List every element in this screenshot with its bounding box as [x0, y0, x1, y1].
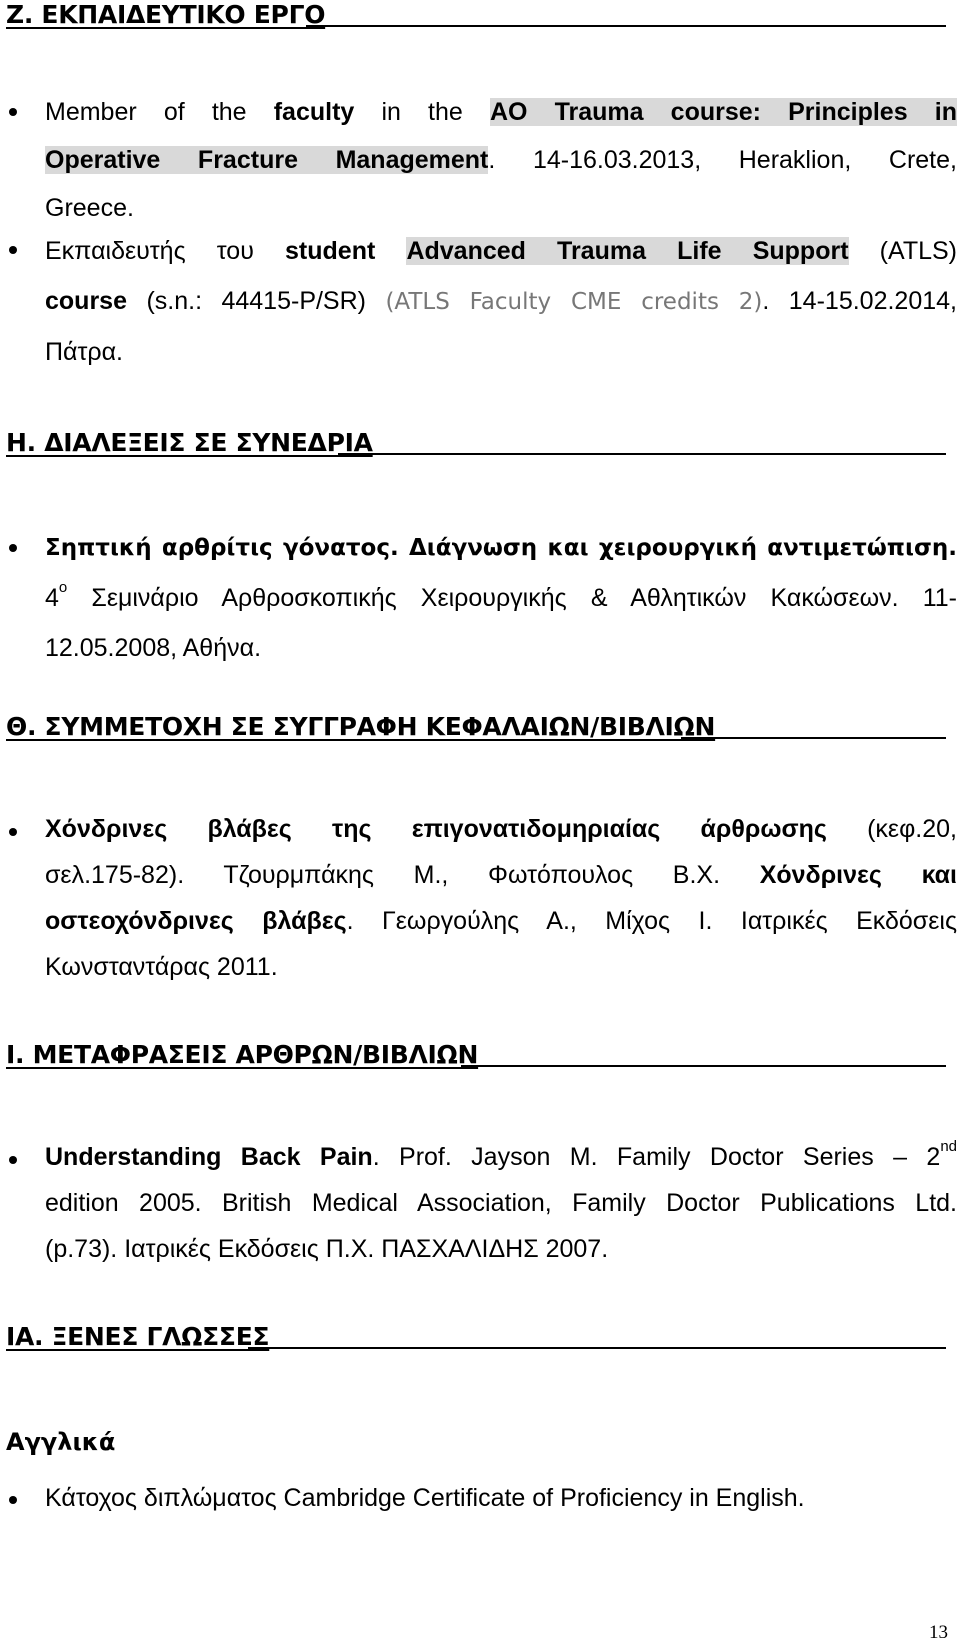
- page-number: 13: [929, 1622, 948, 1643]
- bullet: [9, 544, 17, 552]
- bullet: [9, 1496, 17, 1504]
- section-heading-th: Θ. ΣΥΜΜΕΤΟΧΗ ΣΕ ΣΥΓΓΡΑΦΗ ΚΕΦΑΛΑΙΩΝ/ΒΙΒΛΙΩΝ: [6, 712, 946, 741]
- heading-rule: [248, 1347, 946, 1349]
- section-heading-z: Ζ. ΕΚΠΑΙΔΕΥΤΙΚΟ ΕΡΓΟ: [6, 0, 946, 29]
- list-item-lecture: Σηπτική αρθρίτις γόνατος. Διάγνωση και χειρουργική αντιμετώπιση. $4^o$ Σεμινάριο Αρθροσκοπικής Χειρουργικής & Αθλητικών Κακώσεων. 11- 12.05.2008, Αθήνα.: [45, 535, 957, 662]
- bullet: [9, 828, 17, 836]
- list-item-translation: Understanding Back Pain. Prof. Jayson M. Family Doctor Series – 2nd edition 2005. British Medical Association, Family Doctor Publications Ltd. (p.73). Ιατρικές Εκδόσεις Π.Χ. ΠΑΣΧΑΛΙΔΗΣ 2007.: [45, 1138, 957, 1263]
- section-heading-ia: ΙΑ. ΞΕΝΕΣ ΓΛΩΣΣΕΣ: [6, 1322, 946, 1351]
- section-heading-i: Ι. ΜΕΤΑΦΡΑΣΕΙΣ ΑΡΘΡΩΝ/ΒΙΒΛΙΩΝ: [6, 1040, 946, 1069]
- bullet: [9, 108, 17, 116]
- bullet: [9, 1156, 17, 1164]
- heading-rule: [461, 1065, 946, 1067]
- list-item-ao-course: Member of the faculty in the AO Trauma course: Principles in Operative Fracture Management. 14-16.03.2013, Heraklion, Crete, Greece.: [45, 98, 957, 222]
- heading-rule: [306, 25, 946, 27]
- list-item-english: Κάτοχος διπλώματος Cambridge Certificate of Proficiency in English.: [45, 1484, 805, 1512]
- heading-rule: [338, 453, 946, 455]
- list-item-atls: Εκπαιδευτής του student Advanced Trauma Life Support (ATLS) course (s.n.: 44415-P/SR) (ATLS Faculty CME credits 2). 14-15.02.2014, Πάτρα.: [45, 237, 957, 366]
- language-label: Αγγλικά: [6, 1428, 116, 1456]
- heading-rule: [681, 737, 946, 739]
- bullet: [9, 246, 17, 254]
- list-item-chapter: Χόνδρινες βλάβες της επιγονατιδομηριαίας άρθρωσης (κεφ.20, σελ.175-82). Τζουρμπάκης Μ., Φωτόπουλος Β.Χ. Χόνδρινες και οστεοχόνδρινες βλάβες. Γεωργούλης Α., Μίχος Ι. Ιατρικές Εκδόσεις Κωνσταντάρας 2011.: [45, 815, 957, 981]
- section-heading-h: Η. ΔΙΑΛΕΞΕΙΣ ΣΕ ΣΥΝΕΔΡΙΑ: [6, 428, 946, 457]
